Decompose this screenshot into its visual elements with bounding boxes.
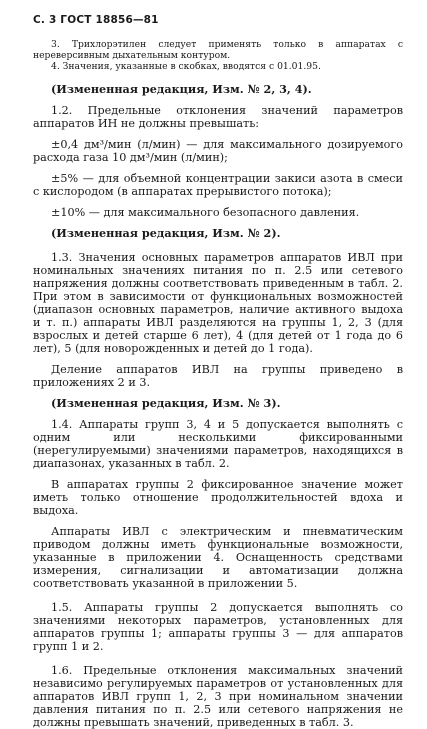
paragraph-1-2: 1.2. Предельные отклонения значений параметров аппаратов ИН не должны превышать: xyxy=(33,104,403,130)
paragraph-1-6: 1.6. Предельные отклонения максимальных значений независимо регулируемых параметров от установленных для аппаратов ИВЛ групп 1, 2, 3 при номинальном значении давления питания по п. 2.5 или сетевого напряжения не должны превышать значений, приведенных в табл. 3. xyxy=(33,664,403,729)
paragraph-group-2: В аппаратах группы 2 фиксированное значение может иметь только отношение продолжительностей вдоха и выдоха. xyxy=(33,478,403,517)
paragraph-groups-division: Деление аппаратов ИВЛ на группы приведено в приложениях 2 и 3. xyxy=(33,363,403,389)
page-header: С. 3 ГОСТ 18856—81 xyxy=(33,14,159,26)
tolerance-item-pressure: ±10% — для максимального безопасного давления. xyxy=(51,206,360,219)
paragraph-drive: Аппараты ИВЛ с электрическим и пневматическим приводом должны иметь функциональные возможности, указанные в приложении 4. Оснащенность средствами измерения, сигнализации и автоматизации должна соответствовать указанной в приложении 5. xyxy=(33,525,403,590)
amendment-note: (Измененная редакция, Изм. № 2, 3, 4). xyxy=(51,82,312,96)
note-3: 3. Трихлорэтилен следует применять только в аппаратах с нереверсивным дыхательным контуром. xyxy=(33,39,403,61)
paragraph-1-4: 1.4. Аппараты групп 3, 4 и 5 допускается выполнять с одним или несколькими фиксированными (нерегулируемыми) значениями параметров, находящихся в диапазонах, указанных в табл. 2. xyxy=(33,418,403,470)
tolerance-item-concentration: ±5% — для объемной концентрации закиси азота в смеси с кислородом (в аппаратах прерывистого потока); xyxy=(33,172,403,198)
tolerance-item-flow: ±0,4 дм³/мин (л/мин) — для максимального дозируемого расхода газа 10 дм³/мин (л/мин); xyxy=(33,138,403,164)
note-4: 4. Значения, указанные в скобках, вводятся с 01.01.95. xyxy=(51,61,321,72)
paragraph-1-5: 1.5. Аппараты группы 2 допускается выполнять со значениями некоторых параметров, установленных для аппаратов группы 1; аппараты группы 3 — для аппаратов групп 1 и 2. xyxy=(33,601,403,653)
amendment-note: (Измененная редакция, Изм. № 2). xyxy=(51,226,281,240)
paragraph-1-3: 1.3. Значения основных параметров аппаратов ИВЛ при номинальных значениях питания по п. 2.5 или сетевого напряжения должны соответствовать приведенным в табл. 2. При этом в зависимости от функциональных возможностей (диапазон основных параметров, наличие активного выдоха и т. п.) аппараты ИВЛ разделяются на группы 1, 2, 3 (для взрослых и детей старше 6 лет), 4 (для детей от 1 года до 6 лет), 5 (для новорожденных и детей до 1 года). xyxy=(33,251,403,355)
amendment-note: (Измененная редакция, Изм. № 3). xyxy=(51,396,281,410)
